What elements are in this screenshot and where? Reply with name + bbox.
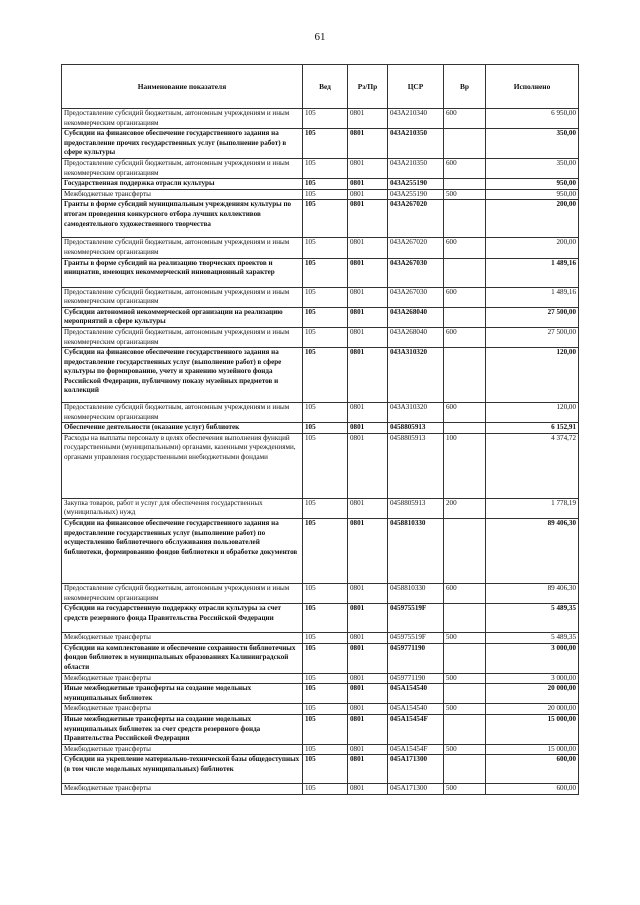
row-ved-cell: 105: [303, 704, 348, 715]
row-rzpr-cell: 0801: [348, 403, 388, 423]
row-sum-cell: 600,00: [486, 755, 579, 784]
row-rzpr-cell: 0801: [348, 744, 388, 755]
row-sum-cell: 20 000,00: [486, 684, 579, 704]
row-csr-cell: 043А267020: [388, 238, 444, 258]
row-rzpr-cell: 0801: [348, 129, 388, 159]
row-csr-cell: 0459771190: [388, 643, 444, 673]
row-vr-cell: 500: [444, 189, 486, 200]
row-rzpr-cell: 0801: [348, 158, 388, 178]
row-ved-cell: 105: [303, 109, 348, 129]
table-body: [62, 109, 579, 795]
row-rzpr-cell: 0801: [348, 784, 388, 795]
row-csr-cell: 043А268040: [388, 327, 444, 347]
row-sum-cell: 950,00: [486, 179, 579, 190]
table-row: [62, 755, 579, 784]
row-sum-cell: 950,00: [486, 189, 579, 200]
row-csr-cell: 0458810330: [388, 519, 444, 584]
row-rzpr-cell: 0801: [348, 673, 388, 684]
row-rzpr-cell: 0801: [348, 287, 388, 307]
row-sum-cell: 5 489,35: [486, 633, 579, 644]
table-row: [62, 109, 579, 129]
row-vr-cell: [444, 604, 486, 633]
row-csr-cell: 043А255190: [388, 179, 444, 190]
row-sum-cell: 3 000,00: [486, 643, 579, 673]
table-row: [62, 784, 579, 795]
row-vr-cell: [444, 307, 486, 327]
row-ved-cell: 105: [303, 744, 348, 755]
row-csr-cell: 043А210350: [388, 129, 444, 159]
row-name-cell: Предоставление субсидий бюджетным, автономным учреждениям и иным некоммерческим организациям: [62, 109, 303, 129]
row-ved-cell: 105: [303, 258, 348, 287]
row-sum-cell: 20 000,00: [486, 704, 579, 715]
row-vr-cell: [444, 258, 486, 287]
row-csr-cell: 043А267030: [388, 258, 444, 287]
table-row: [62, 258, 579, 287]
row-ved-cell: 105: [303, 684, 348, 704]
row-sum-cell: 4 374,72: [486, 433, 579, 498]
row-csr-cell: 0458805913: [388, 423, 444, 434]
row-csr-cell: 0458805913: [388, 433, 444, 498]
row-csr-cell: 045А154540: [388, 704, 444, 715]
row-sum-cell: 15 000,00: [486, 744, 579, 755]
row-vr-cell: 600: [444, 584, 486, 604]
row-name-cell: Иные межбюджетные трансферты на создание модельных муниципальных библиотек за счет средств резервного фонда Правительства Российской Федерации: [62, 715, 303, 745]
row-name-cell: Межбюджетные трансферты: [62, 189, 303, 200]
table-row: [62, 348, 579, 403]
table-row: [62, 327, 579, 347]
row-name-cell: Гранты в форме субсидий на реализацию творческих проектов и инициатив, имеющих некоммерческий инновационный характер: [62, 258, 303, 287]
row-vr-cell: [444, 519, 486, 584]
table-row: [62, 433, 579, 498]
row-csr-cell: 043А267020: [388, 200, 444, 238]
row-vr-cell: 100: [444, 433, 486, 498]
row-rzpr-cell: 0801: [348, 348, 388, 403]
header-rzpr: Рз/Пр: [348, 65, 388, 109]
row-vr-cell: 600: [444, 238, 486, 258]
table-header-row: [62, 65, 579, 109]
table-row: [62, 158, 579, 178]
row-csr-cell: 043А210340: [388, 109, 444, 129]
row-rzpr-cell: 0801: [348, 498, 388, 518]
row-vr-cell: 600: [444, 158, 486, 178]
table-row: [62, 519, 579, 584]
row-vr-cell: 600: [444, 287, 486, 307]
row-ved-cell: 105: [303, 784, 348, 795]
row-ved-cell: 105: [303, 179, 348, 190]
row-rzpr-cell: 0801: [348, 189, 388, 200]
row-ved-cell: 105: [303, 287, 348, 307]
row-sum-cell: 3 000,00: [486, 673, 579, 684]
row-rzpr-cell: 0801: [348, 704, 388, 715]
row-name-cell: Субсидии на укрепление материально-технической базы общедоступных (в том числе модельных муниципальных) библиотек: [62, 755, 303, 784]
row-ved-cell: 105: [303, 715, 348, 745]
row-rzpr-cell: 0801: [348, 327, 388, 347]
row-rzpr-cell: 0801: [348, 238, 388, 258]
row-vr-cell: [444, 129, 486, 159]
row-name-cell: Предоставление субсидий бюджетным, автономным учреждениям и иным некоммерческим организациям: [62, 584, 303, 604]
row-name-cell: Предоставление субсидий бюджетным, автономным учреждениям и иным некоммерческим организациям: [62, 158, 303, 178]
table-row: [62, 715, 579, 745]
row-rzpr-cell: 0801: [348, 684, 388, 704]
row-ved-cell: 105: [303, 129, 348, 159]
row-rzpr-cell: 0801: [348, 200, 388, 238]
table-row: [62, 604, 579, 633]
row-ved-cell: 105: [303, 519, 348, 584]
table-row: [62, 684, 579, 704]
table-row: [62, 704, 579, 715]
table-row: [62, 129, 579, 159]
row-rzpr-cell: 0801: [348, 433, 388, 498]
row-name-cell: Межбюджетные трансферты: [62, 744, 303, 755]
row-sum-cell: 1 778,19: [486, 498, 579, 518]
row-name-cell: Государственная поддержка отрасли культуры: [62, 179, 303, 190]
row-ved-cell: 105: [303, 158, 348, 178]
header-name: Наименование показателя: [62, 65, 303, 109]
row-name-cell: Субсидии на финансовое обеспечение государственного задания на предоставление прочих государственных услуг (выполнение работ) в сфере культуры: [62, 129, 303, 159]
row-csr-cell: 043А267030: [388, 287, 444, 307]
row-vr-cell: 600: [444, 403, 486, 423]
table-row: [62, 643, 579, 673]
row-name-cell: Предоставление субсидий бюджетным, автономным учреждениям и иным некоммерческим организациям: [62, 287, 303, 307]
row-vr-cell: 200: [444, 498, 486, 518]
row-rzpr-cell: 0801: [348, 179, 388, 190]
row-vr-cell: 500: [444, 673, 486, 684]
row-csr-cell: 045А154540: [388, 684, 444, 704]
row-name-cell: Субсидии на комплектование и обеспечение сохранности библиотечных фондов библиотек в муниципальных образованиях Калининградской области: [62, 643, 303, 673]
row-ved-cell: 105: [303, 200, 348, 238]
row-ved-cell: 105: [303, 189, 348, 200]
row-sum-cell: 1 489,16: [486, 287, 579, 307]
row-sum-cell: 350,00: [486, 158, 579, 178]
row-vr-cell: [444, 684, 486, 704]
row-vr-cell: 600: [444, 109, 486, 129]
row-sum-cell: 1 489,16: [486, 258, 579, 287]
row-ved-cell: 105: [303, 348, 348, 403]
row-name-cell: Расходы на выплаты персоналу в целях обеспечения выполнения функций государственными (муниципальными) органами, казенными учреждениями, органами управления государственными внебюджетными фондами: [62, 433, 303, 498]
row-ved-cell: 105: [303, 307, 348, 327]
row-sum-cell: 200,00: [486, 200, 579, 238]
header-csr: ЦСР: [388, 65, 444, 109]
row-vr-cell: [444, 179, 486, 190]
row-ved-cell: 105: [303, 673, 348, 684]
page-number: 61: [314, 31, 326, 43]
row-sum-cell: 120,00: [486, 403, 579, 423]
row-csr-cell: 045975519F: [388, 633, 444, 644]
row-name-cell: Предоставление субсидий бюджетным, автономным учреждениям и иным некоммерческим организациям: [62, 238, 303, 258]
row-csr-cell: 0459771190: [388, 673, 444, 684]
row-rzpr-cell: 0801: [348, 755, 388, 784]
row-sum-cell: 89 406,30: [486, 519, 579, 584]
row-name-cell: Обеспечение деятельности (оказание услуг) библиотек: [62, 423, 303, 434]
row-vr-cell: [444, 423, 486, 434]
table-row: [62, 584, 579, 604]
row-vr-cell: 600: [444, 327, 486, 347]
header-ved: Вед: [303, 65, 348, 109]
row-name-cell: Межбюджетные трансферты: [62, 704, 303, 715]
row-sum-cell: 27 500,00: [486, 327, 579, 347]
row-sum-cell: 200,00: [486, 238, 579, 258]
row-ved-cell: 105: [303, 755, 348, 784]
row-ved-cell: 105: [303, 584, 348, 604]
row-ved-cell: 105: [303, 633, 348, 644]
row-sum-cell: 5 489,35: [486, 604, 579, 633]
row-vr-cell: 500: [444, 704, 486, 715]
table-row: [62, 238, 579, 258]
row-rzpr-cell: 0801: [348, 307, 388, 327]
row-name-cell: Субсидии на государственную поддержку отрасли культуры за счет средств резервного фонда Правительства Российской Федерации: [62, 604, 303, 633]
row-ved-cell: 105: [303, 327, 348, 347]
row-rzpr-cell: 0801: [348, 604, 388, 633]
row-csr-cell: 0458810330: [388, 584, 444, 604]
row-csr-cell: 0458805913: [388, 498, 444, 518]
row-name-cell: Субсидии на финансовое обеспечение государственного задания на предоставление государственных услуг (выполнение работ) в сфере культуры по формированию, учету и хранению музейного фонда Российской Федерации, публичному показу музейных предметов и коллекций: [62, 348, 303, 403]
table-row: [62, 744, 579, 755]
row-vr-cell: [444, 755, 486, 784]
row-name-cell: Иные межбюджетные трансферты на создание модельных муниципальных библиотек: [62, 684, 303, 704]
row-name-cell: Закупка товаров, работ и услуг для обеспечения государственных (муниципальных) нужд: [62, 498, 303, 518]
row-name-cell: Предоставление субсидий бюджетным, автономным учреждениям и иным некоммерческим организациям: [62, 403, 303, 423]
row-rzpr-cell: 0801: [348, 715, 388, 745]
row-csr-cell: 045А15454F: [388, 744, 444, 755]
row-csr-cell: 045975519F: [388, 604, 444, 633]
row-csr-cell: 043А310320: [388, 348, 444, 403]
row-sum-cell: 350,00: [486, 129, 579, 159]
row-sum-cell: 600,00: [486, 784, 579, 795]
row-rzpr-cell: 0801: [348, 423, 388, 434]
row-sum-cell: 120,00: [486, 348, 579, 403]
table-row: [62, 498, 579, 518]
row-sum-cell: 15 000,00: [486, 715, 579, 745]
row-ved-cell: 105: [303, 498, 348, 518]
table-row: [62, 287, 579, 307]
row-rzpr-cell: 0801: [348, 258, 388, 287]
row-name-cell: Субсидии автономной некоммерческой организации на реализацию мероприятий в сфере культуры: [62, 307, 303, 327]
row-rzpr-cell: 0801: [348, 584, 388, 604]
table-row: [62, 200, 579, 238]
row-sum-cell: 27 500,00: [486, 307, 579, 327]
row-rzpr-cell: 0801: [348, 633, 388, 644]
row-ved-cell: 105: [303, 604, 348, 633]
row-name-cell: Межбюджетные трансферты: [62, 784, 303, 795]
row-name-cell: Предоставление субсидий бюджетным, автономным учреждениям и иным некоммерческим организациям: [62, 327, 303, 347]
row-name-cell: Гранты в форме субсидий муниципальным учреждениям культуры по итогам проведения конкурсного отбора лучших коллективов самодеятельного художественного творчества: [62, 200, 303, 238]
row-sum-cell: 6 950,00: [486, 109, 579, 129]
table-row: [62, 633, 579, 644]
budget-execution-table: [61, 64, 579, 795]
row-vr-cell: 500: [444, 784, 486, 795]
row-name-cell: Межбюджетные трансферты: [62, 633, 303, 644]
row-csr-cell: 043А210350: [388, 158, 444, 178]
row-ved-cell: 105: [303, 643, 348, 673]
header-done: Исполнено: [486, 65, 579, 109]
table-row: [62, 179, 579, 190]
row-rzpr-cell: 0801: [348, 109, 388, 129]
row-ved-cell: 105: [303, 433, 348, 498]
row-ved-cell: 105: [303, 403, 348, 423]
table-row: [62, 403, 579, 423]
row-sum-cell: 89 406,30: [486, 584, 579, 604]
row-csr-cell: 043А268040: [388, 307, 444, 327]
row-name-cell: Межбюджетные трансферты: [62, 673, 303, 684]
row-name-cell: Субсидии на финансовое обеспечение государственного задания на предоставление государственных услуг (выполнение работ) по осуществлению библиотечного обслуживания пользователей библиотеки, формированию фондов библиотеки и обработке документов: [62, 519, 303, 584]
table-row: [62, 423, 579, 434]
row-ved-cell: 105: [303, 238, 348, 258]
row-vr-cell: [444, 348, 486, 403]
row-csr-cell: 043А310320: [388, 403, 444, 423]
row-sum-cell: 6 152,91: [486, 423, 579, 434]
row-vr-cell: 500: [444, 633, 486, 644]
row-csr-cell: 045А171300: [388, 755, 444, 784]
row-csr-cell: 043А255190: [388, 189, 444, 200]
row-csr-cell: 045А171300: [388, 784, 444, 795]
row-ved-cell: 105: [303, 423, 348, 434]
row-vr-cell: [444, 715, 486, 745]
row-vr-cell: [444, 643, 486, 673]
header-vr: Вр: [444, 65, 486, 109]
row-csr-cell: 045А15454F: [388, 715, 444, 745]
row-vr-cell: 500: [444, 744, 486, 755]
table-row: [62, 189, 579, 200]
table-row: [62, 307, 579, 327]
row-rzpr-cell: 0801: [348, 643, 388, 673]
row-rzpr-cell: 0801: [348, 519, 388, 584]
row-vr-cell: [444, 200, 486, 238]
table-row: [62, 673, 579, 684]
